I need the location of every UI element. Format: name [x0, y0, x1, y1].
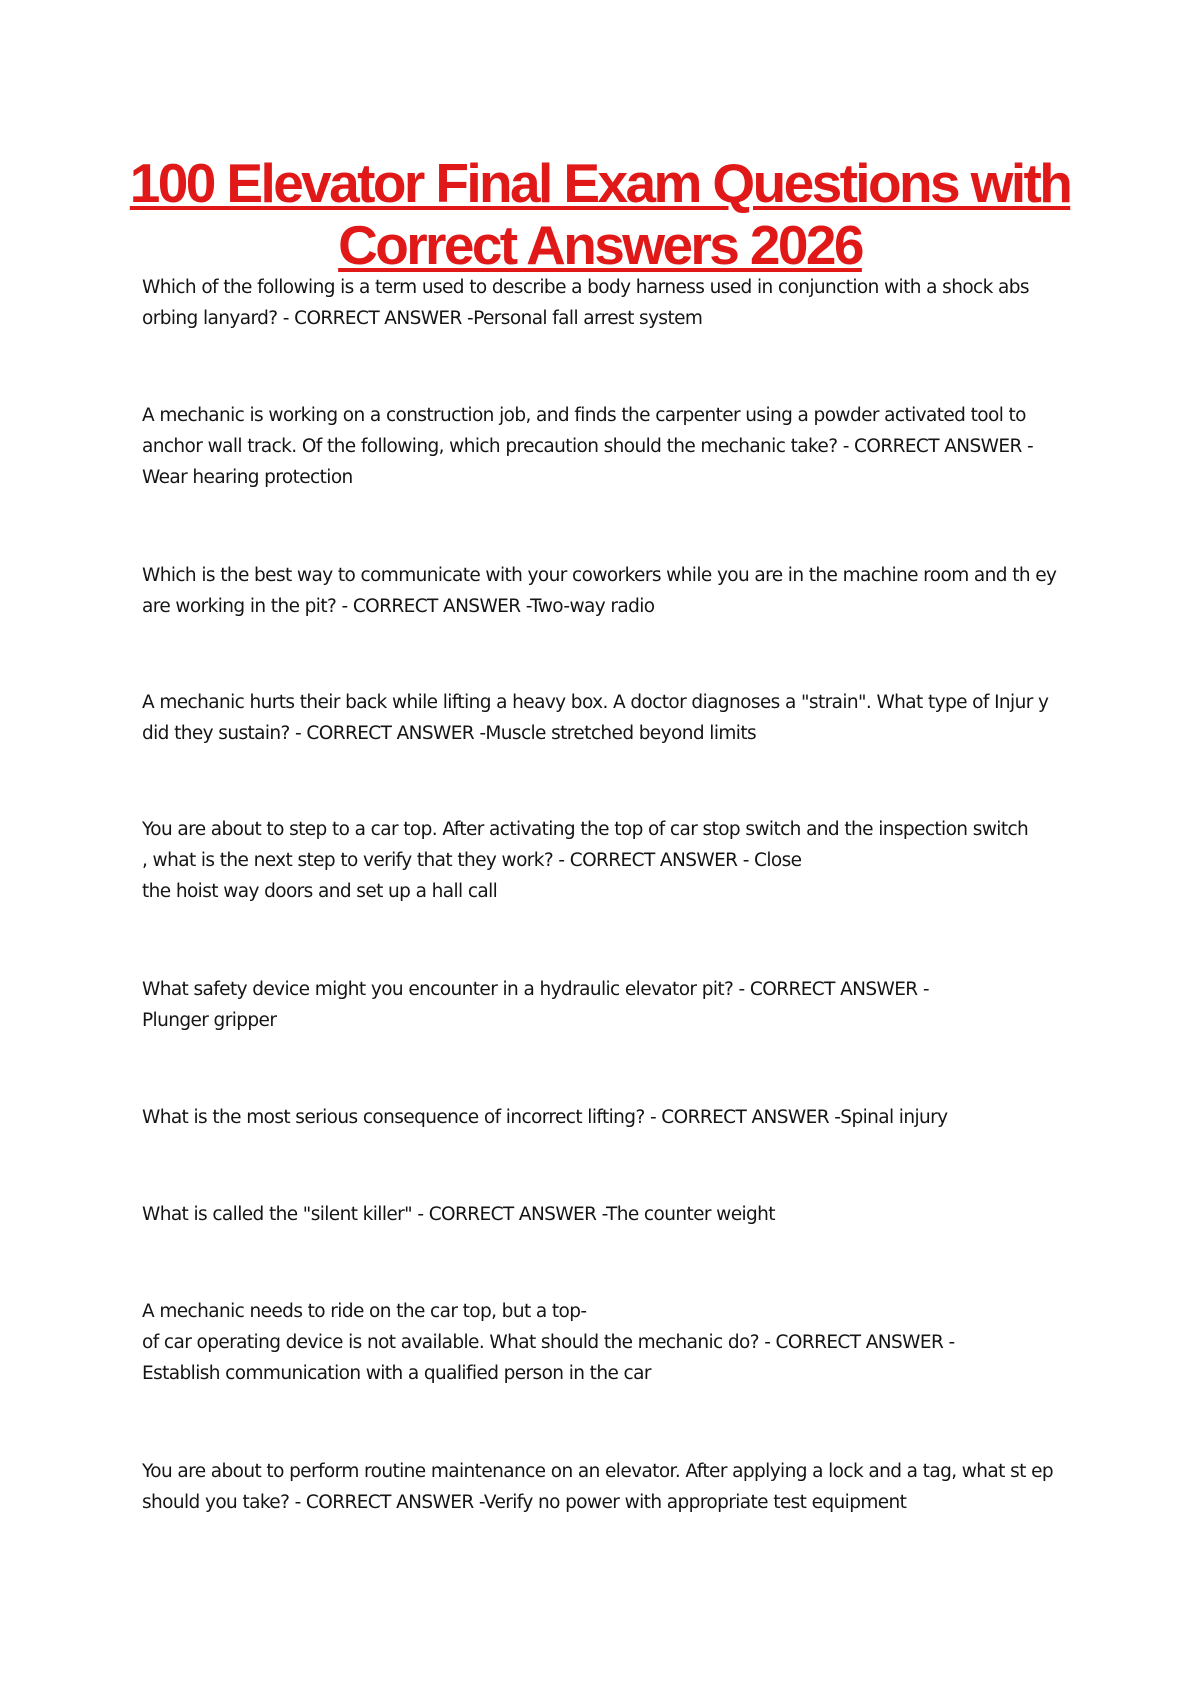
qa-item-4: A mechanic hurts their back while lifting a heavy box. A doctor diagnoses a "strain". What type of Injur y did they sustain? - CORRECT ANSWER -Muscle stretched beyond limits: [142, 692, 1049, 744]
qa-item-7: What is the most serious consequence of incorrect lifting? - CORRECT ANSWER -Spinal injury: [142, 1107, 948, 1128]
qa-item-6: What safety device might you encounter in a hydraulic elevator pit? - CORRECT ANSWER - Plunger gripper: [142, 979, 929, 1031]
qa-item-1: Which of the following is a term used to describe a body harness used in conjunction with a shock abs orbing lanyard? - CORRECT ANSWER -Personal fall arrest system: [142, 277, 1029, 329]
qa-item-3: Which is the best way to communicate with your coworkers while you are in the machine room and th ey are working in the pit? - CORRECT ANSWER -Two-way radio: [142, 565, 1057, 617]
title-line-2: Correct Answers 2026: [338, 214, 862, 276]
document-title: [120, 152, 1080, 276]
title-line-1: 100 Elevator Final Exam Questions with: [129, 152, 1071, 214]
qa-item-5: You are about to step to a car top. After activating the top of car stop switch and the inspection switch , what is the next step to verify that they work? - CORRECT ANSWER - Close the hoist way doors and set up a hall call: [142, 819, 1029, 902]
qa-item-2: A mechanic is working on a construction job, and finds the carpenter using a powder activated tool to anchor wall track. Of the following, which precaution should the mechanic take? - CORRECT ANSWER - Wear hearing protection: [142, 405, 1034, 488]
qa-item-10: You are about to perform routine maintenance on an elevator. After applying a lock and a tag, what st ep should you take? - CORRECT ANSWER -Verify no power with appropriate test equipment: [142, 1461, 1053, 1513]
qa-item-9: A mechanic needs to ride on the car top, but a top- of car operating device is not available. What should the mechanic do? - CORRECT ANSWER - Establish communication with a qualified person in the car: [142, 1301, 955, 1384]
qa-item-8: What is called the "silent killer" - CORRECT ANSWER -The counter weight: [142, 1204, 775, 1225]
